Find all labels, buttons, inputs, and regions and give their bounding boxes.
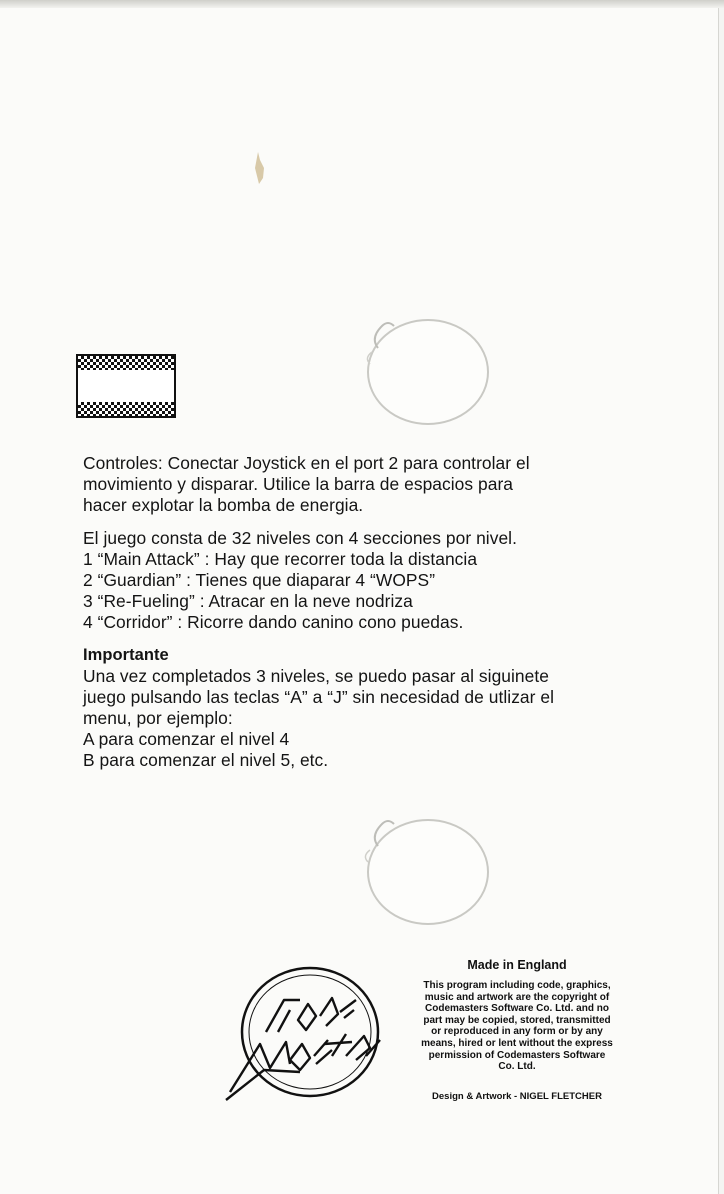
design-credit: Design & Artwork - NIGEL FLETCHER xyxy=(432,1091,602,1102)
checkered-flag-icon xyxy=(76,354,176,418)
copyright-line: means, hired or lent without the express xyxy=(421,1037,613,1049)
importante-section xyxy=(83,645,623,771)
copyright-notice xyxy=(392,980,642,1073)
copyright-line: part may be copied, stored, transmitted xyxy=(423,1014,611,1026)
copyright-line: Codemasters Software Co. Ltd. and no xyxy=(425,1003,609,1015)
levels-line: El juego consta de 32 niveles con 4 secciones por nivel. xyxy=(83,528,517,548)
levels-line: 1 “Main Attack” : Hay que recorrer toda la distancia xyxy=(83,549,478,569)
controls-line: hacer explotar la bomba de energia. xyxy=(83,495,364,515)
paper-speck xyxy=(252,150,266,190)
copyright-line: Co. Ltd. xyxy=(498,1061,536,1073)
copyright-line: This program including code, graphics, xyxy=(423,980,611,991)
copyright-line: or reproduced in any form or by any xyxy=(431,1026,603,1038)
importante-line: B para comenzar el nivel 5, etc. xyxy=(83,750,329,770)
importante-heading: Importante xyxy=(83,646,169,664)
controls-paragraph xyxy=(83,453,623,516)
made-in-england: Made in England xyxy=(467,958,567,972)
levels-line: 2 “Guardian” : Tienes que diaparar 4 “WOPS” xyxy=(83,570,436,590)
punch-hole-icon xyxy=(360,308,490,428)
levels-paragraph xyxy=(83,528,623,633)
controls-line: movimiento y disparar. Utilice la barra de espacios para xyxy=(83,474,514,494)
importante-line: Una vez completados 3 niveles, se puedo pasar al siguinete xyxy=(83,666,549,686)
levels-line: 3 “Re-Fueling” : Atracar en la neve nodriza xyxy=(83,591,413,611)
copyright-line: music and artwork are the copyright of xyxy=(424,991,610,1003)
importante-line: juego pulsando las teclas “A” a “J” sin necesidad de utlizar el xyxy=(83,687,555,707)
copyright-line: permission of Codemasters Software xyxy=(428,1049,606,1061)
importante-line: menu, por ejemplo: xyxy=(83,708,233,728)
levels-line: 4 “Corridor” : Ricorre dando canino cono puedas. xyxy=(83,612,464,632)
importante-line: A para comenzar el nivel 4 xyxy=(83,729,290,749)
top-edge xyxy=(0,0,724,8)
controls-line: Controles: Conectar Joystick en el port 2 para controlar el xyxy=(83,453,530,473)
punch-hole-icon xyxy=(360,810,490,930)
codemasters-logo-icon xyxy=(220,960,386,1110)
